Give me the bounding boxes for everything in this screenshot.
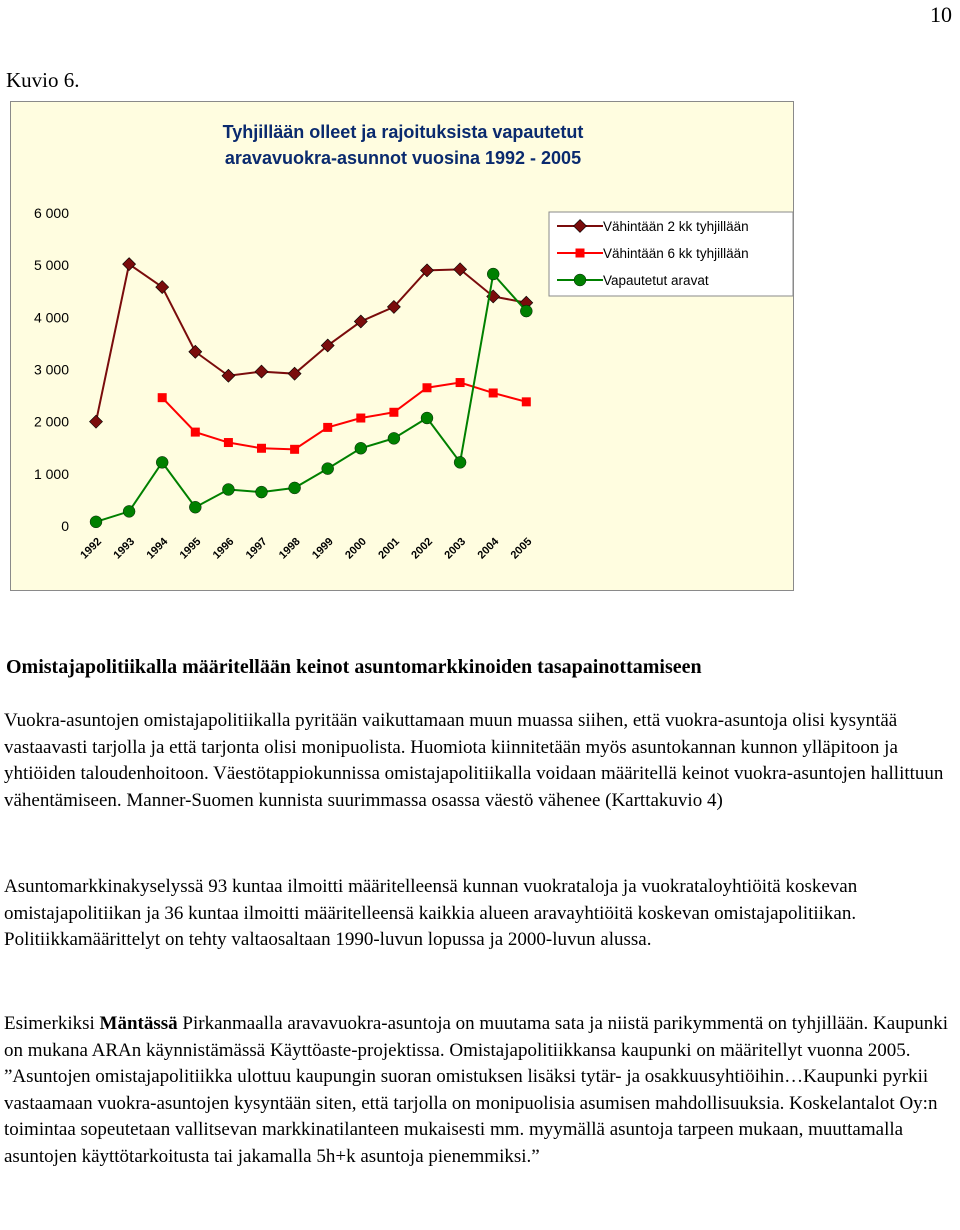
series-1-point — [156, 281, 169, 294]
y-tick-label: 6 000 — [33, 205, 69, 221]
line-chart — [11, 102, 793, 590]
series-1-point — [90, 415, 103, 428]
series-3 — [90, 268, 532, 528]
series-2-point — [522, 397, 531, 406]
paragraph-3 — [4, 1011, 956, 1170]
y-tick-label: 1 000 — [33, 465, 69, 482]
paragraph-3-place-name: Mäntässä — [99, 1013, 178, 1034]
x-tick-label: 1996 — [210, 535, 237, 562]
paragraph-2-text: Asuntomarkkinakyselyssä 93 kuntaa ilmoitti määritelleensä kunnan vuokrataloja ja vuokrataloyhtiöitä koskevan omistajapolitiikan ja 36 kuntaa ilmoitti määritelleensä kaikkia alueen aravayhtiöitä koskevan omistajapolitiikan. Politiikkamäärittelyt on tehty valtaosaltaan 1990-luvun lopussa ja 2000-luvun alussa. — [4, 876, 858, 950]
legend-label-1: Vähintään 2 kk tyhjillään — [603, 219, 749, 234]
series-3-point — [90, 516, 102, 528]
series-3-point — [289, 482, 301, 494]
series-3-point — [222, 483, 234, 495]
chart-frame — [10, 101, 794, 591]
x-tick-label: 2003 — [442, 535, 469, 562]
x-tick-label: 1994 — [144, 535, 171, 562]
legend-marker-2 — [576, 249, 585, 258]
y-axis — [34, 205, 69, 534]
y-tick-label: 0 — [61, 518, 69, 534]
series-2-point — [356, 414, 365, 423]
series-3-point — [421, 412, 433, 424]
series-3-point — [123, 505, 135, 517]
y-tick-label: 4 000 — [33, 309, 69, 326]
series-3-point — [520, 305, 532, 317]
series-3-point — [189, 501, 201, 513]
paragraph-1 — [4, 708, 956, 814]
paragraph-2 — [4, 874, 956, 954]
paragraph-3-body: Pirkanmaalla aravavuokra-asuntoja on muutama sata ja niistä parikymmentä on tyhjillään. Kaupunki on mukana ARAn käynnistämässä Käyttöaste-projektissa. Omistajapolitiikkansa kaupunki on määritellyt vuonna 2005. ”Asuntojen omistajapolitiikka ulottuu kaupungin suoran omistuksen lisäksi tytär- ja osakkuusyhtiöihin…Kaupunki pyrkii vastaamaan vuokra-asuntojen kysyntään siten, että tarjolla on monipuolisia asumisen mahdollisuuksia. Koskelantalot Oy:n toimintaa sopeutetaan vallitsevan markkinatilanteen mukaisesti mm. myymällä asuntoja tarpeen mukaan, muuttamalla asuntojen käyttötarkoitusta tai jakamalla 5h+k asuntoja pienemmiksi.” — [4, 1013, 948, 1167]
paragraph-3-lead: Esimerkiksi — [4, 1013, 100, 1034]
series-3-point — [355, 442, 367, 454]
x-axis — [78, 535, 534, 561]
series-layer — [90, 258, 533, 528]
series-2-point — [290, 445, 299, 454]
series-3-point — [156, 456, 168, 468]
series-1-point — [123, 258, 136, 271]
page-number: 10 — [930, 2, 952, 27]
x-tick-label: 2001 — [376, 535, 403, 562]
series-3-point — [256, 486, 268, 498]
series-3-point — [487, 268, 499, 280]
legend-marker-3 — [574, 274, 586, 286]
figure-label: Kuvio 6. — [6, 68, 80, 92]
series-2-point — [323, 423, 332, 432]
series-2-point — [224, 438, 233, 447]
series-1-point — [255, 365, 268, 378]
legend-label-3: Vapautetut aravat — [603, 273, 709, 288]
chart-title-line2: aravavuokra-asunnot vuosina 1992 - 2005 — [224, 148, 582, 168]
section-heading: Omistajapolitiikalla määritellään keinot asuntomarkkinoiden tasapainottamiseen — [6, 656, 702, 678]
y-tick-label: 2 000 — [33, 413, 69, 430]
x-tick-label: 1993 — [111, 535, 138, 562]
paragraph-1-text: Vuokra-asuntojen omistajapolitiikalla pyritään vaikuttamaan muun muassa siihen, että vuokra-asuntoja olisi kysyntää vastaavasti tarjolla ja että tarjonta olisi monipuolista. Huomiota kiinnitetään myös asuntokannan kunnon ylläpitoon ja yhtiöiden taloudenhoitoon. Väestötappiokunnissa omistajapolitiikalla voidaan määritellä keinot vuokra-asuntojen hallittuun vähentämiseen. Manner-Suomen kunnista suurimmassa osassa väestö vähenee (Karttakuvio 4) — [4, 710, 944, 811]
series-2-point — [158, 393, 167, 402]
x-tick-label: 1997 — [243, 535, 270, 562]
x-tick-label: 1999 — [310, 535, 336, 562]
series-2-point — [389, 408, 398, 417]
series-3-point — [454, 456, 466, 468]
series-2 — [158, 378, 531, 454]
series-2-point — [191, 428, 200, 437]
series-3-point — [388, 432, 400, 444]
series-1-point — [222, 369, 235, 382]
series-2-point — [489, 388, 498, 397]
x-tick-label: 2005 — [508, 535, 535, 562]
series-1-point — [354, 315, 367, 328]
x-tick-label: 1992 — [78, 535, 105, 562]
series-1-point — [189, 345, 202, 358]
x-tick-label: 1995 — [177, 535, 204, 562]
series-2-point — [257, 444, 266, 453]
series-2-point — [456, 378, 465, 387]
series-3-point — [322, 463, 334, 475]
x-tick-label: 1998 — [276, 535, 303, 562]
y-tick-label: 5 000 — [33, 257, 69, 274]
x-tick-label: 2002 — [409, 535, 436, 562]
series-1 — [90, 258, 533, 429]
x-tick-label: 2004 — [475, 535, 502, 562]
legend — [549, 212, 793, 296]
legend-label-2: Vähintään 6 kk tyhjillään — [603, 246, 749, 261]
chart-title-line1: Tyhjillään olleet ja rajoituksista vapautetut — [222, 122, 584, 142]
x-tick-label: 2000 — [343, 535, 369, 562]
series-2-point — [423, 383, 432, 392]
y-tick-label: 3 000 — [33, 361, 69, 378]
